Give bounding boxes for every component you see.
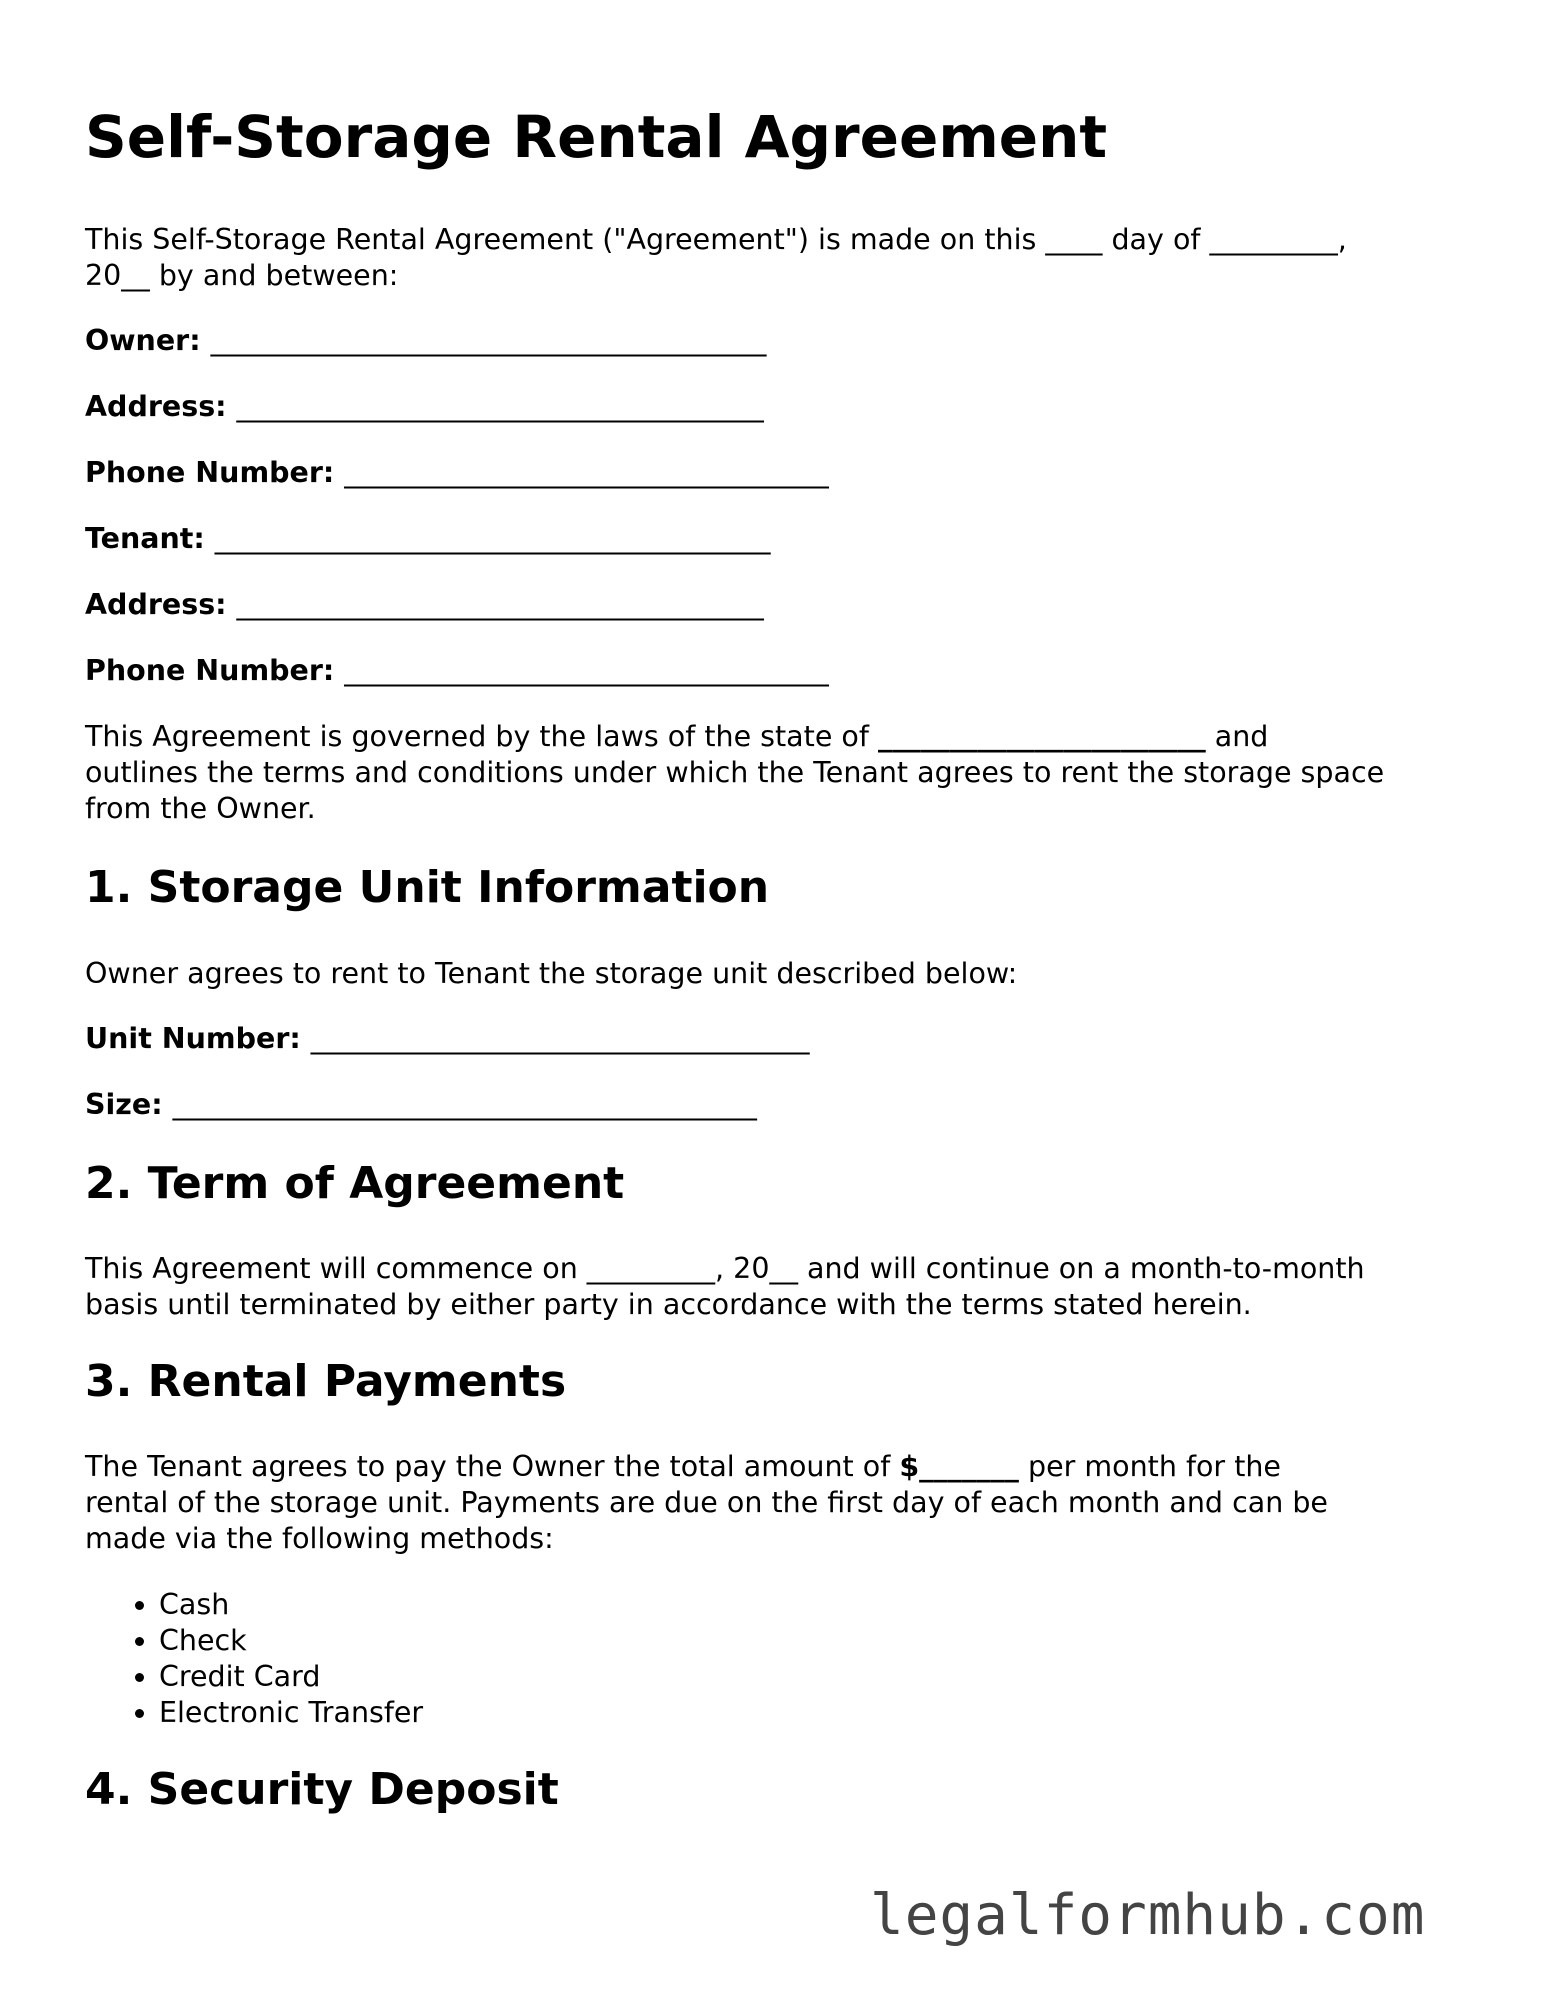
governing-line-2: outlines the terms and conditions under which the Tenant agrees to rent the storage space [85,756,1385,789]
list-item: • Electronic Transfer [159,1695,423,1731]
governing-line-3: from the Owner. [85,792,316,825]
unit-intro: Owner agrees to rent to Tenant the storage unit described below: [85,957,1018,990]
tenant-label: Tenant: [85,522,205,555]
payment-methods-list [85,1587,423,1731]
intro-paragraph [85,222,1465,294]
rent-amount-blank: $_______ [899,1450,1019,1483]
tenant-address-field [85,587,764,623]
tenant-phone-blank: __________________________________ [344,654,829,687]
owner-address-field [85,389,764,425]
unit-size-label: Size: [85,1088,163,1121]
governing-and: and [1205,720,1269,753]
list-item: • Credit Card [159,1659,423,1695]
intro-line-1: This Self-Storage Rental Agreement ("Agreement") is made on this ____ day of _________, [85,223,1347,256]
governing-line-1 [85,719,1465,755]
owner-phone-blank: __________________________________ [344,456,829,489]
tenant-address-label: Address: [85,588,227,621]
payments-line-3: made via the following methods: [85,1522,554,1555]
owner-address-label: Address: [85,390,227,423]
owner-phone-field [85,455,829,491]
list-item: • Check [159,1623,423,1659]
payments-paragraph [85,1449,1465,1557]
tenant-phone-label: Phone Number: [85,654,335,687]
tenant-field [85,521,771,557]
governing-law-paragraph [85,719,1465,827]
list-item: • Cash [159,1587,423,1623]
owner-blank: _______________________________________ [210,324,767,357]
section-3-heading: 3. Rental Payments [85,1356,567,1407]
payments-line-2: rental of the storage unit. Payments are due on the first day of each month and can be [85,1486,1328,1519]
owner-address-blank: _____________________________________ [236,390,764,423]
unit-size-blank: _________________________________________ [172,1088,757,1121]
tenant-blank: _______________________________________ [214,522,771,555]
governing-text: This Agreement is governed by the laws of the state of [85,720,878,753]
unit-number-field [85,1021,809,1057]
intro-line-2: 20__ by and between: [85,259,399,292]
section-2-heading: 2. Term of Agreement [85,1158,625,1209]
section-4-heading: 4. Security Deposit [85,1764,559,1815]
watermark: legalformhub.com [870,1883,1426,1948]
tenant-address-blank: _____________________________________ [236,588,764,621]
payments-text: The Tenant agrees to pay the Owner the total amount of [85,1450,900,1483]
unit-number-blank: ___________________________________ [310,1022,810,1055]
owner-field [85,323,766,359]
tenant-phone-field [85,653,829,689]
section-1-heading: 1. Storage Unit Information [85,862,770,913]
term-paragraph [85,1251,1465,1323]
owner-phone-label: Phone Number: [85,456,335,489]
term-line-1: This Agreement will commence on _________, 20__ and will continue on a month-to-month [85,1252,1365,1285]
unit-number-label: Unit Number: [85,1022,301,1055]
state-blank: _______________________ [877,720,1206,753]
unit-size-field [85,1087,757,1123]
term-line-2: basis until terminated by either party in accordance with the terms stated herein. [85,1288,1252,1321]
payments-line-1 [85,1449,1465,1485]
document-title: Self-Storage Rental Agreement [85,103,1108,171]
owner-label: Owner: [85,324,201,357]
payments-per-month: per month for the [1018,1450,1281,1483]
